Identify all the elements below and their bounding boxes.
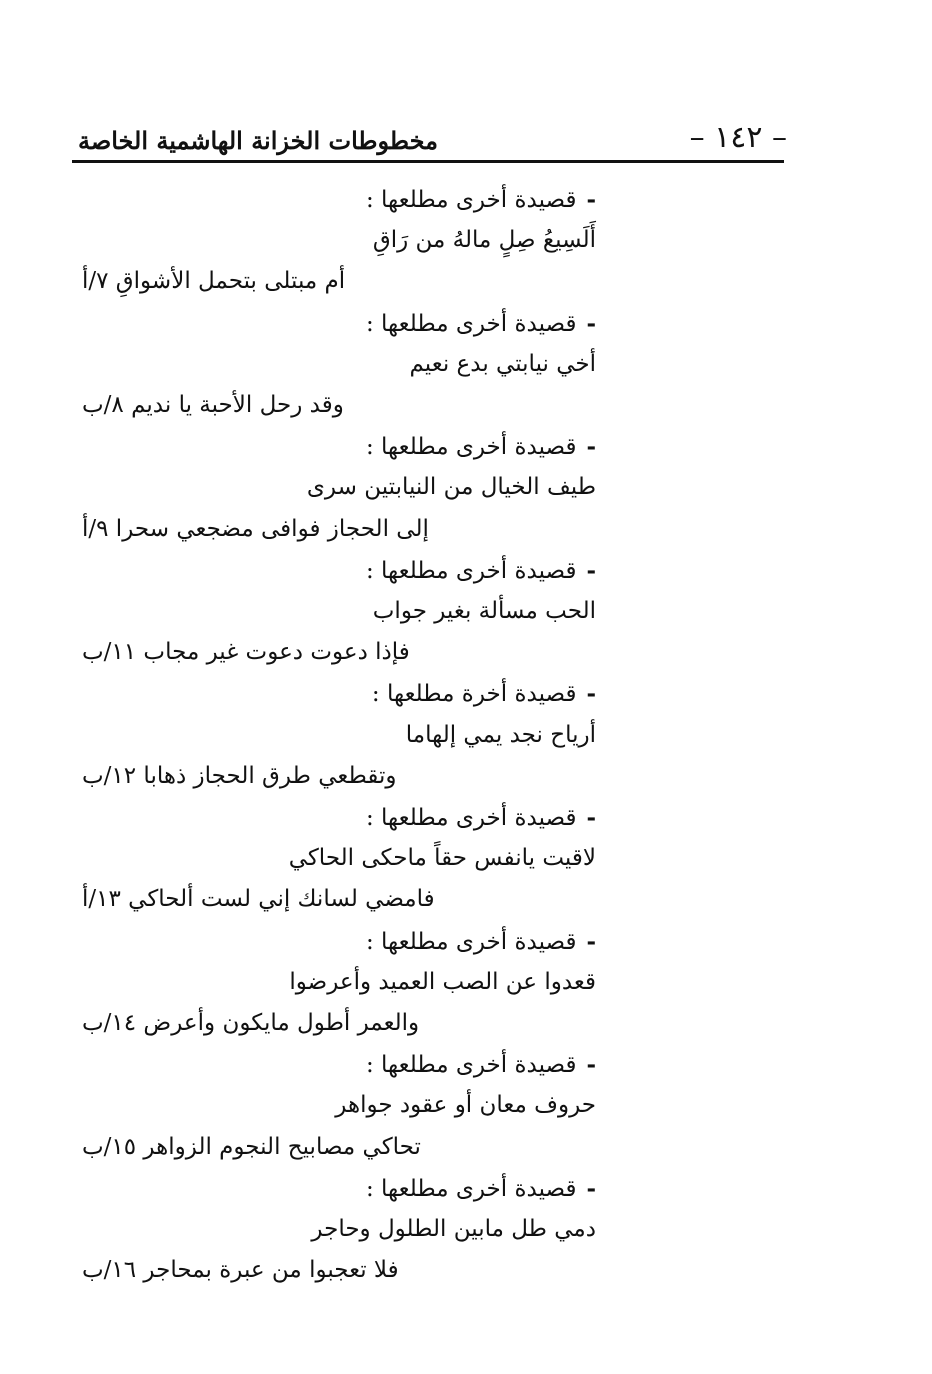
entry-heading-text: قصيدة أخرى مطلعها : [365, 805, 577, 831]
verse-first-hemistich: لاقيت يانفس حقاً ماحكى الحاكي [288, 845, 596, 872]
entry-heading [365, 1174, 596, 1202]
running-title: مخطوطات الخزانة الهاشمية الخاصة [78, 126, 438, 155]
entry-dash: - [586, 556, 596, 584]
entry-dash: - [586, 927, 596, 955]
verse-second-hemistich: إلى الحجاز فوافى مضجعي سحرا ٩/أ [82, 515, 429, 542]
verse-second-hemistich: والعمر أطول مايكون وأعرض ١٤/ب [82, 1010, 420, 1036]
verse-second-hemistich: فلا تعجبوا من عبرة بمحاجر ١٦/ب [82, 1257, 399, 1284]
entry-heading-text: قصيدة أخرى مطلعها : [365, 928, 577, 955]
entry-heading [366, 1053, 596, 1077]
entry-heading-text: قصيدة أخرى مطلعها : [365, 434, 577, 461]
entry-heading [366, 806, 596, 830]
entry-heading-text: قصيدة أخرى مطلعها : [365, 557, 577, 584]
entry-dash: - [586, 1174, 596, 1202]
verse-first-hemistich: أرياح نجد يمي إلهاما [405, 721, 596, 748]
entry-heading [365, 556, 596, 584]
entry-dash: - [586, 1051, 596, 1079]
entry-dash: - [586, 680, 596, 708]
page-number: – ١٤٢ – [689, 120, 787, 155]
verse-first-hemistich: أخي نيابتي بدع نعيم [409, 350, 596, 377]
verse-first-hemistich: دمي طل مابين الطلول وحاجر [311, 1216, 596, 1242]
verse-second-hemistich: فإذا دعوت دعوت غير مجاب ١١/ب [82, 639, 410, 666]
entry-heading-text: قصيدة أخرة مطلعها : [371, 681, 577, 708]
verse-second-hemistich: وتقطعي طرق الحجاز ذهابا ١٢/ب [82, 762, 397, 789]
verse-first-hemistich: حروف معان أو عقود جواهر [335, 1092, 596, 1119]
verse-first-hemistich: طيف الخيال من النيابتين سرى [306, 474, 596, 501]
verse-first-hemistich: أَلَسِيعُ صِلٍ مالهُ من رَاقِ [372, 227, 596, 254]
verse-second-hemistich: تحاكي مصابيح النجوم الزواهر ١٥/ب [82, 1133, 421, 1160]
verse-second-hemistich: فامضي لسانك إني لست ألحاكي ١٣/أ [82, 886, 435, 913]
entry-dash: - [586, 804, 596, 831]
entry-heading-text: قصيدة أخرى مطلعها : [365, 1175, 577, 1202]
entry-dash: - [586, 433, 596, 461]
entry-heading [366, 188, 596, 212]
verse-second-hemistich: أم مبتلى بتحمل الأشواقِ ٧/أ [82, 268, 346, 295]
header-rule [72, 160, 784, 163]
entry-heading [365, 927, 596, 955]
entry-dash: - [586, 186, 596, 213]
verse-first-hemistich: الحب مسألة بغير جواب [372, 598, 596, 624]
verse-second-hemistich: وقد رحل الأحبة يا نديم ٨/ب [82, 392, 344, 418]
entry-heading [365, 309, 596, 337]
verse-first-hemistich: قعدوا عن الصب العميد وأعرضوا [289, 968, 596, 995]
entry-heading [372, 682, 596, 706]
entry-heading-text: قصيدة أخرى مطلعها : [365, 1052, 577, 1079]
entry-heading [366, 435, 596, 459]
entry-heading-text: قصيدة أخرى مطلعها : [365, 187, 577, 213]
entry-dash: - [586, 309, 596, 337]
entry-heading-text: قصيدة أخرى مطلعها : [365, 310, 577, 337]
